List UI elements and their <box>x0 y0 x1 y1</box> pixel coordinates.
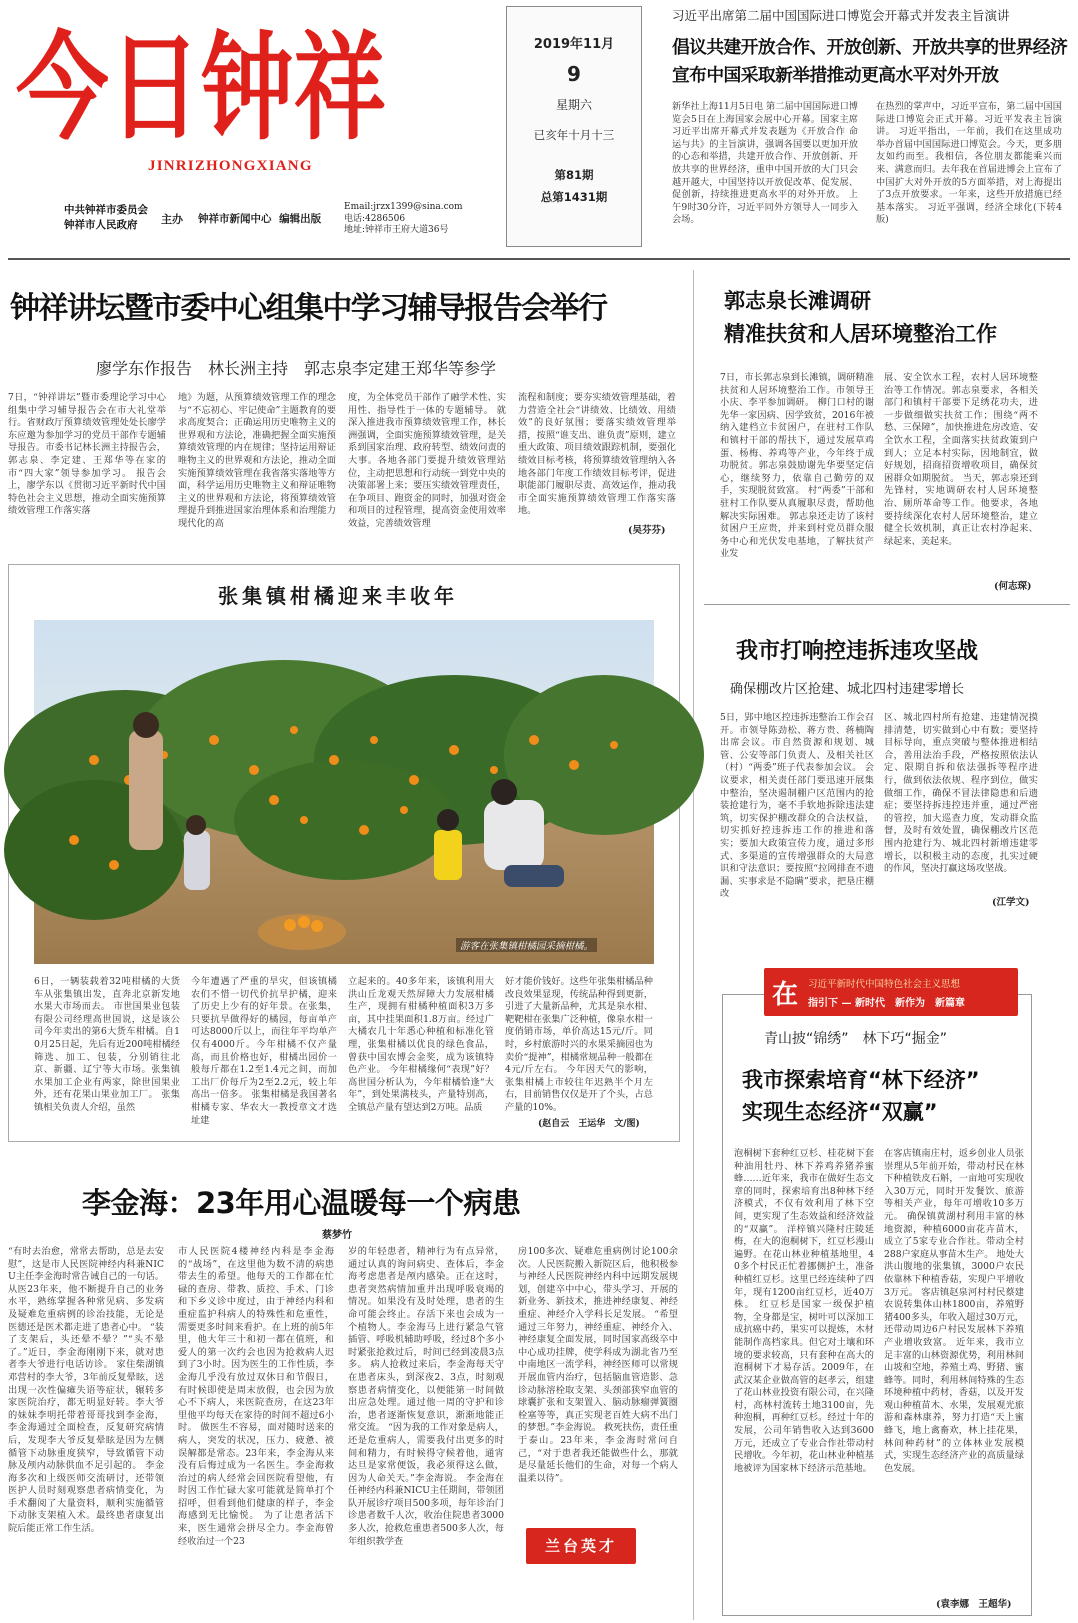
orchard-photo <box>34 620 654 964</box>
poverty-story-col-2: 展、安全饮水工程，农村人居环境整治等工作情况。郭志泉要求，各相关部门和镇村干部要下足绣花功夫，进一步做细做实扶贫工作；围绕“两不愁、三保障”，加快推进危房改造、安全饮水工程，全面落实扶贫政策到户到人；立足本村实际，因地制宜，做好规划，招商招资增收项目，确保贫困群众如期脱贫。 当天，郭志泉还到先锋村，实地调研农村人居环境整治、厕所革命等工作。他要求，各地要持续深化农村人居环境整治，建立健全长效机制，真正让农村净起来、绿起来、美起来。 <box>884 372 1038 547</box>
photo-feature-col-3: 立起来的。40多年来，该镇利用大洪山丘龙观天然屏障大力发展柑橘生产，现拥有柑橘种植面积3万多亩，其中挂果面积1.8万亩。经过广大橘农几十年悉心种植和标准化管理，张集柑橘以优良的绿色食品，曾获中国农博会金奖，成为该镇特色产业。 今年柑橘缘何“表现”好？高世国分析认为，今年柑橘恰逢“大年”，到处果满枝头，产量特别高，全镇总产量有望达到2万吨。品质 <box>348 976 494 1113</box>
photo-feature-col-4: 好才能价钱好。这些年张集柑橘品种改良效果显现，传统品种得到更新，引进了大量新品种，尤其是泉水柑、靶靶柑在张集广泛种植，像泉水柑一度俏销市场，单价高达15元/斤。同时，乡村旅游时兴的水果采摘园也为卖价“提神”，柑橘常规品种一般都在4元/斤左右。 今年因天气的影响，张集柑橘上市较往年迟熟半个月左右，目前销售仅仅是开了个头，占总产量的10%。 <box>505 976 653 1113</box>
footer-seal-text: 兰台英才 <box>544 1537 617 1555</box>
masthead-pinyin: JINRIZHONGXIANG <box>148 158 313 174</box>
doctor-story-col-2: 市人民医院4楼神经内科是李金海的“战场”，在这里他为数不清的病患带去生的希望。他每天的工作都在忙碌的查房、带教、质控、手术、门诊和下乡义诊中度过，由于神经内科和重症监护科病人的特殊性和危重性，需要更多时间来看护。在上班的前5年里，他大年三十和初一都在值班，和爱人的第一次约会也因为抢救病人迟到了3小时。因为医生的工作性质，李金海几乎没有放过双休日和节假日，有时候即使是周末放假，也会因为放心不下病人，来医院查房，在这23年里他平均每天在家待的时间不超过6小时。 做医生不容易，面对随时送来的病人，突发的状况，压力、疲惫、被误解都是常态。23年来，李金海从来没有后悔过成为一名医生。李金海救治过的病人经常会回医院看望他，有时因工作忙碌大家可能就是简单打个招呼，但看到他们健康的样子，李金海感到无比愉悦。 为了让患者活下来，医生通常会拼尽全力。李金海曾经收治过一个23 <box>178 1246 334 1547</box>
masthead-divider <box>8 258 1070 260</box>
contact-phone: 电话:4286506 <box>344 213 406 224</box>
photo-feature-col-2: 今年遭遇了严重的旱灾，但该镇橘农们不惜一切代价抗旱护橘，迎来了历史上少有的好年景。在张集，只要抗旱做得好的橘园，每亩单产可达8000斤以上，而往年平均单产仅有4000斤。今年柑橘不仅产量高，而且价格也好，柑橘出园价一般每斤都在1.2至1.4元之间，而加工出厂价每斤为2至2.2元，较上年高出一倍多。 张集柑橘是我国著名柑橘专家、华农大一教授章文才选址建 <box>191 976 337 1126</box>
column-divider-vertical <box>693 270 694 1620</box>
top-story-title-1: 倡议共建开放合作、开放创新、开放共享的世界经济 <box>672 37 1068 58</box>
date-box <box>506 6 642 247</box>
issue-number: 第81期 <box>554 168 594 182</box>
issue-total: 总第1431期 <box>540 190 608 204</box>
contact-block <box>344 202 463 237</box>
demolition-story-subtitle: 确保棚改片区抢建、城北四村违建零增长 <box>730 682 965 697</box>
column-banner <box>764 968 1018 1016</box>
top-story-title-2: 宣布中国采取新举措推动更高水平对外开放 <box>672 65 999 86</box>
doctor-story-author: 蔡梦竹 <box>322 1230 352 1241</box>
lead-story-subtitle: 廖学东作报告 林长洲主持 郭志泉李定建王郑华等参学 <box>96 359 497 378</box>
lead-story-col-3: 度，为全体党员干部作了融学术性、实用性、指导性于一体的专题辅导。 就深入推进我市预算绩效管理工作，林长洲强调，全面实施预算绩效管理，是关系到国家治理、政府转型、绩效问责的大事。各地各部门要提升绩效管理站位，主动把思想和行动统一到党中央的决策部署上来；要压实绩效管理责任，在争项目、跑资金的同时，加强对资金和项目的过程管理，提高资金使用效率效益，完善绩效管理 <box>348 392 506 529</box>
sponsor-line-1: 中共钟祥市委员会 <box>64 204 148 216</box>
forest-story-col-2: 在客店镇南庄村，返乡创业人员张崇理从5年前开始，带动村民在林下种植铁皮石斛，一亩地可实现收入30万元，同时开发餐饮、旅游等相关产业，每年可增收10多万元。 确保镇黄湖村利用丰富的林地资源，种植6000亩花卉苗木，成立了5家专业合作社。带动全村288户家庭从事苗木生产。 地处大洪山腹地的张集镇，3000户农民依靠林下种植香菇，实现户平增收3万元。 客店镇赵泉河村村民蔡建农说转集体山林1800亩，养殖野猪400多头，年收入超过30万元，还带动周边6户村民发展林下养殖产业增收致富。 近年来，我市立足丰富的山林资源优势，利用林间山坡和空地，养殖土鸡、野猪、蜜蜂等。同时，利用林间特殊的生态环境种植中药材，香菇，以及开发观山种植苗木、水果，发展观光旅游和森林康养，努力打造“天上蜜蜂飞，地上禽畜欢，林上挂花果，林间种药材”的立体林业发展模式，实现生态经济产业的高质量绿色发展。 <box>884 1148 1024 1474</box>
forest-story-col-1: 泡桐树下套种红豆杉、桂花树下套种油用牡丹、林下养鸡养猪养蜜蜂……近年来，我市在做好生态文章的同时，探索培育出8种林下经济模式，不仅有效利用了林下空间，更实现了生态效益和经济效益的“双赢”。 洋梓镇兴隆村庄陵延梅，在大的泡桐树下，红豆杉漫山遍野。在花山林业种植基地里，40多个村民正忙着挪侧护土，准备种植红豆杉。这里已经连续种了四年，现有1200亩红豆杉，近40万株。 红豆杉是国家一级保护植物，全身都是宝，树叶可以深加工成抗癌中药，果实可以提炼，木材能制作高档家具。但它对土壤和环境的要求较高，只有套种在高大的泡桐树下才易存活。2009年，在武汉某企业做高管的赵孝云，组建了花山林业投资有限公司，在兴隆村，高林村流转土地3100亩，先种泡桐，再种红豆杉。经过十年的发展，公司年销售收入达到3600万元，还成立了专业合作社带动村民增收。今年初，花山林业种植基地被评为国家林下经济示范基地。 <box>734 1148 874 1474</box>
doctor-story-title: 李金海：23年用心温暖每一个病患 <box>82 1186 521 1220</box>
publisher-name: 钟祥市新闻中心 <box>198 213 272 225</box>
column-banner-line-1: 习近平新时代中国特色社会主义思想 <box>808 979 961 990</box>
forest-story-byline: (袁李娜 王超华) <box>936 1599 1012 1610</box>
top-story-kicker: 习近平出席第二届中国国际进口博览会开幕式并发表主旨演讲 <box>672 8 1010 23</box>
demolition-story-col-2: 区、城北四村所有抢建、违建情况摸排清楚，切实做到心中有数；要坚持目标导向，重点突破与整体推进相结合，善用法治手段，严格按照依法认定、限期自拆和依法强拆等程序进行，做到依法依规、程序到位，做实做细工作，确保不冒法律隐患和后遗症；要坚持拆违控违并重，通过严密的管控，加大巡查力度，发动群众监督，及时有效处置，确保棚改片区范围内抢建行为、城北四村新增违建零增长，以积极主动的态度，扎实过硬的作风，坚决打赢这场攻坚战。 <box>884 712 1038 875</box>
contact-email: Email:jrzx1399@sina.com <box>344 202 463 212</box>
doctor-story-col-1: “有时去治愈，常常去帮助，总是去安慰”，这是市人民医院神经内科兼NICU主任李金海时常告诫自己的一句话。从医23年来，他不断提升自己的业务水平，熟练掌握各种常见病、多发病及疑难危重病例的诊治技能，无论是医德还是医术都走进了患者心中。 “装了支架后，头还晕不晕？”“头不晕了。”近日，李金海刚刚下来，就对患者李大爷进行电话访诊。 家住柴湖镇邓营村的李大爷，3年前反复晕眩，送出现一次性偏瘫失语等症状，辗转多家医院治疗，都无明显好转。李大爷的妹妹李明托带着哥哥找到李金海，李金海通过全面检查，反复研究病情后，发现李大爷反复晕眩是因为左侧循管下动脉重度狭窄，导致循管下动脉及颅内动脉供血不足引起的。 李金海多次和上级医师交流研讨，还带领医护人员时刻观察患者病情变化，为手术翻阅了大量资料，顺利实施循管下动脉支架植入术。最终患者康复出院后能正常工作生活。 <box>8 1246 164 1535</box>
top-story-col-2: 在热烈的掌声中，习近平宣布，第二届中国国际进口博览会正式开幕。习近平发表主旨演讲。 习近平指出，一年前，我们在这里成功举办首届中国国际进口博览会。今天，更多朋友如约而至。我相信，各位朋友都能乘兴而来、满意而归。去年我在首届进博会上宣布了中国扩大对外开放的5方面举措，对上海提出了3点开放要求。一年来，这些开放措施已经基本落实。 习近平强调，经济全球化(下转4版) <box>876 101 1062 226</box>
sponsor-line-2: 钟祥市人民政府 <box>64 219 138 231</box>
lead-story-byline: (吴芬芬) <box>628 525 666 536</box>
lead-story-col-2: 地》为题，从预算绩效管理工作的理念与“不忘初心、牢记使命”主题教育的要求高度契合；正确运用历史唯物主义的世界观和方法论，准确把握全面实施预算绩效管理的内在规律；坚持运用辩证唯物主义的世界观和方法论，推动全面实施预算绩效管理在我省落实落地等方面，科学运用历史唯物主义和辩证唯物主义的世界观和方法论，将预算绩效管理提升到推进国家治理体系和治理能力现代化的高 <box>178 392 336 529</box>
sponsor-block <box>64 203 148 233</box>
poverty-story-byline: (何志琛) <box>994 581 1032 592</box>
photo-caption: 游客在张集镇柑橘园采摘柑橘。 <box>456 938 597 952</box>
logo-brush-mark <box>12 8 392 158</box>
footer-seal <box>526 1528 636 1564</box>
divider-right-1 <box>704 604 1070 605</box>
lead-story-col-4: 流程和制度；要夯实绩效管理基础，着力营造全社会“讲绩效、比绩效、用绩效”的良好氛围；要落实绩效管理举措，按照“谁支出、谁负责”原则，建立重大政策、项目绩效跟踪机制，要强化绩效目标考核，将预算绩效管理纳入各地各部门年度工作绩效目标考评，促进职能部门履职尽责、高效运作，推动我市全面实施预算绩效管理工作落实落地。 <box>518 392 676 517</box>
doctor-story-col-4: 房100多次、疑难危重病例讨论100余次。人民医院搬入新院区后，他积极参与神经人民医院神经内科中远期发展规划，创建卒中中心，带头学习、开展的新业务、新技术，推进神经康复、神经重症、神经介入学科长足发展。 “希望通过三年努力，神经重症、神经介入、神经康复全面发展，同时国家高级卒中中心成功挂牌，使学科成为湖北省乃至中南地区一流学科，神经医师可以常规开展血管内治疗，包括脑血管造影、急诊动脉溶栓取支架、头颈部狭窄血管的球囊扩张和支架置入、脑动脉瘤弹簧圈栓塞等等，真正实现老百姓大病不出门的梦想。”李金海说。 救死扶伤，责任重于泰山。23年来，李金海时常问自己，“对于患者我还能做些什么，那就是尽量延长他们的生命，对每一个病人温柔以待”。 <box>518 1246 678 1484</box>
column-banner-seal: 在 <box>772 980 799 1010</box>
publisher <box>198 211 321 226</box>
publisher-role: 编辑出版 <box>279 213 322 225</box>
lead-story-col-1: 7日，“钟祥讲坛”暨市委理论学习中心组集中学习辅导报告会在市大礼堂举行。省财政厅预算绩效管理处处长廖学东应邀为参加学习的党员干部作专题辅导报告。市委书记林长洲主持报告会，郭志泉、李定建、王郑华等在家的市“四大家”领导参加学习。 报告会上，廖学东以《贯彻习近平新时代中国特色社会主义思想，推动全面实施预算绩效管理工作落实落 <box>8 392 166 517</box>
demolition-story-byline: (江学文) <box>992 897 1030 908</box>
top-story-col-1: 新华社上海11月5日电 第二届中国国际进口博览会5日在上海国家会展中心开幕。国家主席习近平出席开幕式并发表题为《开放合作 命运与共》的主旨演讲，强调各国要以更加开放的心态和举措，共建开放合作、开放创新、开放共享的世界经济，重申中国开放的大门只会越开越大，中国坚持以开放促改革、促发展、促创新，持续推进更高水平的对外开放。 上午9时30分许，习近平同外方领导人一同步入会场。 <box>672 101 858 226</box>
forest-story-title-1: 我市探索培育“林下经济” <box>742 1068 980 1092</box>
sponsor-role: 主办 <box>161 213 183 226</box>
contact-address: 地址:钟祥市王府大道36号 <box>344 225 449 235</box>
forest-story-title-2: 实现生态经济“双赢” <box>742 1100 938 1124</box>
poverty-story-title-1: 郭志泉长滩调研 <box>724 289 871 313</box>
forest-story-kicker: 青山披“锦绣” 林下巧“掘金” <box>764 1031 948 1047</box>
newspaper-logo <box>12 8 392 158</box>
poverty-story-title-2: 精准扶贫和人居环境整治工作 <box>724 322 997 346</box>
date-lunar: 已亥年十月十三 <box>533 128 615 142</box>
logo-text: 今日钟祥 <box>16 20 386 156</box>
date-day: 9 <box>567 62 581 86</box>
photo-feature-col-1: 6日，一辆装载着32吨柑橘的大货车从张集镇出发，直奔北京新发地水果大市场而去。 市世国果业包装有限公司经理高世国说，这是该公司今年卖出的第6大货车柑橘。自10月25日起，先后有近200吨柑橘经筛选、加工、包装，分别销往北京、新疆、辽宁等大市场。张集镇水果加工企业有两家，除世国果业外，还有花果山果业加工厂。 张集镇相关负责人介绍，虽然 <box>34 976 180 1113</box>
poverty-story-col-1: 7日，市长郭志泉到长滩镇，调研精准扶贫和人居环境整治工作。市领导王小庆、李平参加调研。 柳门口村的谢先华一家因病、因学致贫，2016年被纳入建档立卡贫困户，在驻村工作队和镇村干部的帮扶下，通过发展草鸡蛋、杨梅、养鸡等产业，今年终于成功脱贫。郭志泉鼓励谢先华要坚定信心，继续努力，依靠自己勤劳的双手，实现脱贫致富。 村“两委”干部和驻村工作队要从真履职尽责，帮助他解决实际困难。 郭志泉还走访了该村贫困户王应贵，并来到村党员群众服务中心和光伏发电基地，了解扶贫产业发 <box>720 372 874 560</box>
photo-feature-byline: (赵自云 王运华 文/图) <box>538 1119 640 1129</box>
column-banner-line-2: 指引下 — 新时代 新作为 新篇章 <box>808 998 965 1009</box>
orchard-photo-illustration <box>34 620 654 964</box>
demolition-story-col-1: 5日，郢中地区控违拆违整治工作会召开。市领导陈劲松、蒋方贵、蒋楠陶出席会议。市自然资源和规划、城管、公安等部门负责人、及相关社区（村）“两委”班子代表参加会议。 会议要求，相关责任部门要迅速开展集中整治，坚决遏制棚户区范围内的抢装抢建行为，毫不手软地拆除违法建筑，切实保护棚改群众的合法权益，切实抓好控违拆违工作的推进和落实；要加大政策宣传力度，通过多形式、多渠道的宣传增强群众的大局意识和守法意识；要按照“拉网排查不遗漏、实事求是不隐瞒”要求，把垦庄棚改 <box>720 712 874 900</box>
lead-story-title: 钟祥讲坛暨市委中心组集中学习辅导报告会举行 <box>10 291 607 326</box>
date-weekday: 星期六 <box>555 98 592 112</box>
demolition-story-title: 我市打响控违拆违攻坚战 <box>736 639 979 664</box>
date-year-month: 2019年11月 <box>533 37 615 52</box>
doctor-story-col-3: 岁的年轻患者，精神行为有点异常，通过认真的询问病史、查体后，李金海考虑患者是颅内感染。正在这时，患者突然病情加重并出现呼吸衰竭的情况。如果没有及时处理，患者的生命可能会终止。存活下来也会成为一个植物人。李金海马上进行紧急气管插管、呼吸机辅助呼吸，经过8个多小时紧张抢救过后，时间已经到凌晨3点多。 病人抢救过来后，李金海每天守在患者床头，到深夜2、3点，时刻观察患者病情变化，以便能第一时间做出应急处理。通过他一周的守护和诊治，患者逐渐恢复意识，渐渐地能正常交流。 “因为我的工作对象是病人，还是危重病人，需要我付出更多的时间和精力，有时候得守候着他，通宵达旦是家常便饭，我必须得这么做，因为人命关天。”李金海说。 李金海在任神经内科兼NICU主任期间，带领团队开展诊疗项目500多项，每年诊治门诊患者数千人次，收治住院患者3000多人次，抢救危重患者500多人次，每年组织教学查 <box>348 1246 504 1547</box>
photo-feature-title: 张集镇柑橘迎来丰收年 <box>218 584 458 608</box>
